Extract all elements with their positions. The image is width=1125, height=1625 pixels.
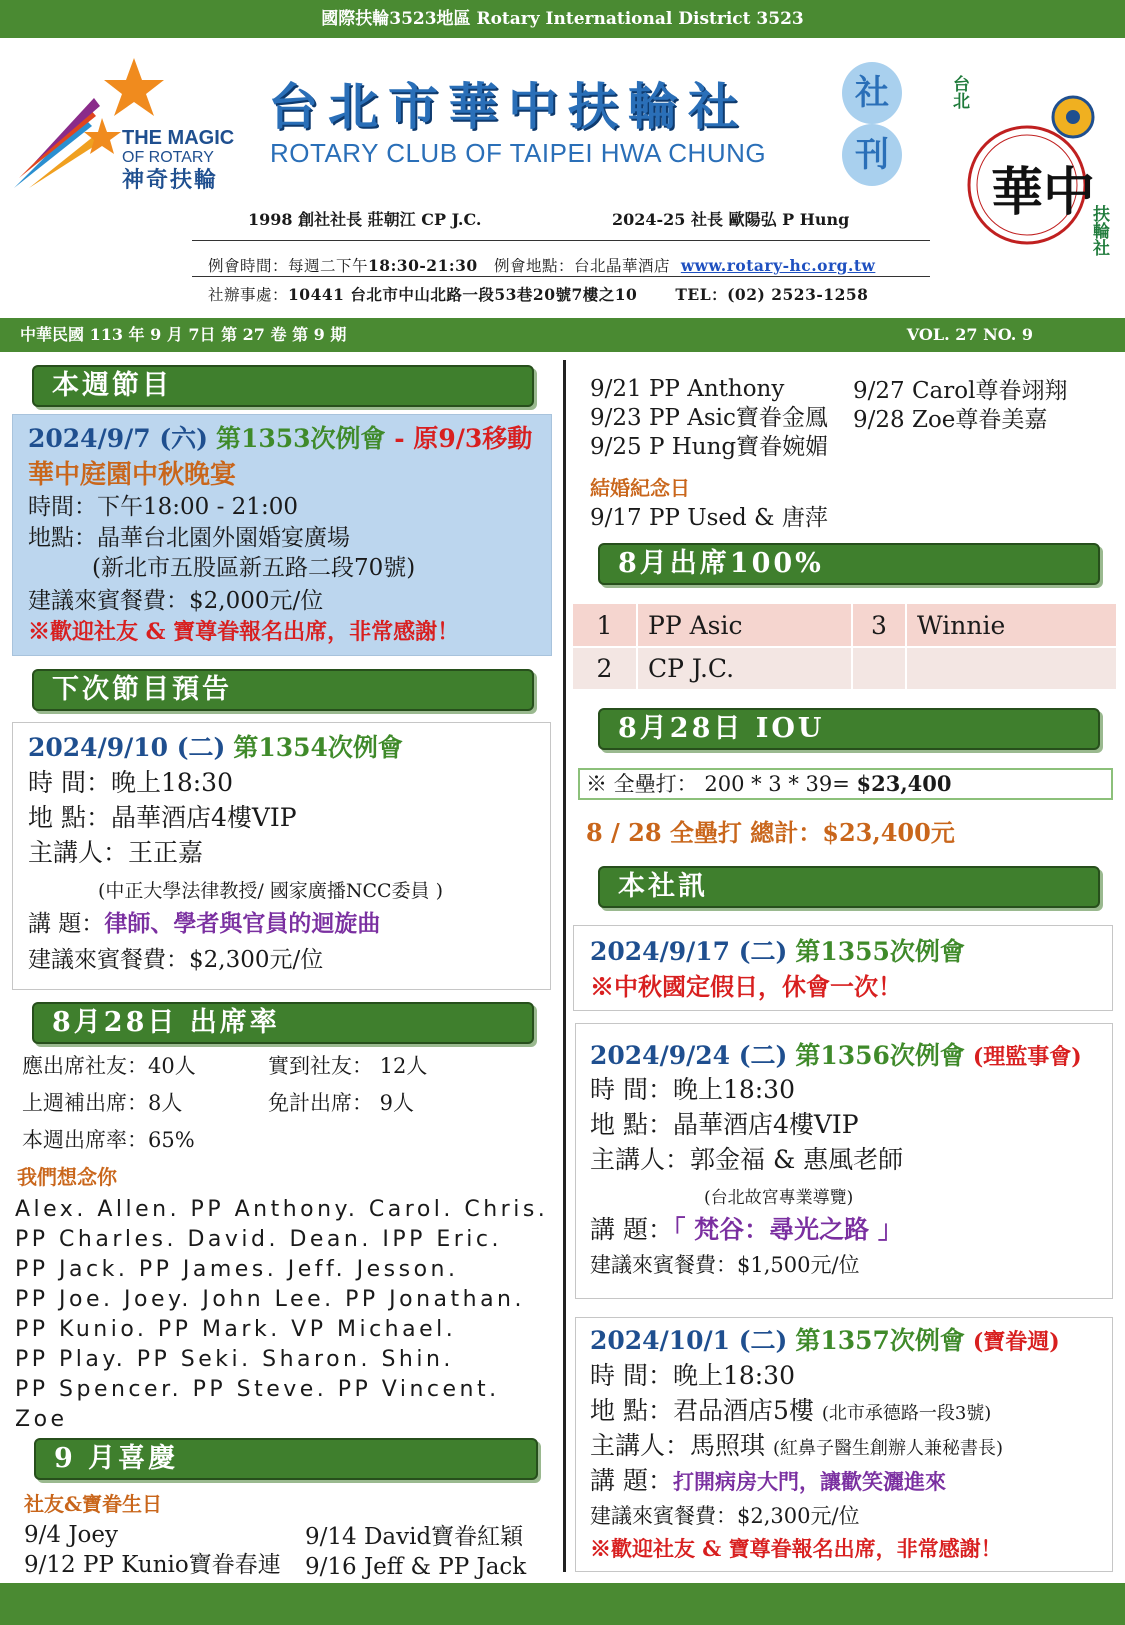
- club-name-en: ROTARY CLUB OF TAIPEI HWA CHUNG: [270, 138, 767, 168]
- birthday-item: 9/14 David寶眷紅穎: [305, 1524, 524, 1550]
- birthday-item: 9/16 Jeff & PP Jack: [305, 1554, 527, 1580]
- magic-logo-line1: THE MAGIC: [122, 127, 235, 149]
- news-item-3-place: 地 點：君品酒店5樓 (北市承德路一段3號): [590, 1396, 992, 1425]
- issue-date: 中華民國 113 年 9 月 7日 第 27 卷 第 9 期: [20, 325, 347, 344]
- list-item: PP Joe. Joey. John Lee. PP Jonathan.: [15, 1287, 525, 1312]
- list-item: Zoe: [15, 1407, 68, 1432]
- news-item-2-title: 2024/9/24 (二) 第1356次例會 (理監事會): [590, 1041, 1082, 1070]
- table-cell: PP Asic: [637, 604, 852, 647]
- this-week-welcome: ※歡迎社友 & 寶尊眷報名出席，非常感謝！: [28, 619, 460, 645]
- district-bar: 國際扶輪3523地區 Rotary International District 3523: [0, 0, 1125, 38]
- founder-line: 1998 創社社長 莊朝江 CP J.C.: [248, 210, 482, 229]
- iou-heading: 8月28日 IOU: [598, 708, 1100, 750]
- next-week-heading: 下次節目預告: [32, 669, 534, 711]
- news-item-3-fee: 建議來賓餐費：$2,300元/位: [590, 1504, 860, 1528]
- news-item-1-notice: ※中秋國定假日，休會一次！: [590, 972, 902, 1001]
- this-week-place: 地點：晶華台北園外園婚宴廣場: [28, 525, 350, 551]
- news-item-2-speaker-title: (台北故宮專業導覽): [704, 1188, 854, 1208]
- this-week-event: 華中庭園中秋晚宴: [28, 460, 237, 490]
- attendance-exempt: 免計出席： 9人: [268, 1091, 415, 1115]
- club-name-zh: 台北市華中扶輪社: [268, 77, 748, 136]
- full-attendance-heading: 8月出席100%: [598, 543, 1100, 585]
- list-item: PP Kunio. PP Mark. VP Michael.: [15, 1317, 457, 1342]
- news-item-3-time: 時 間：晚上18:30: [590, 1361, 795, 1390]
- news-item-3-topic: 講 題：打開病房大門，讓歡笑灑進來: [590, 1466, 946, 1495]
- table-cell: 2: [573, 647, 637, 690]
- attendance-makeup: 上週補出席：8人: [22, 1091, 183, 1115]
- miss-you-heading: 我們想念你: [17, 1165, 117, 1189]
- table-row: [573, 647, 1117, 690]
- hwa-logo-top-text: 台北: [949, 75, 969, 109]
- birthday-item: 9/25 P Hung寶眷婉媚: [590, 434, 829, 460]
- this-week-title: 2024/9/7 (六) 第1353次例會 - 原9/3移動: [28, 424, 533, 453]
- this-week-fee: 建議來賓餐費：$2,000元/位: [28, 588, 324, 614]
- magic-logo-line3: 神奇扶輪: [122, 168, 219, 193]
- full-attendance-table: [573, 604, 1118, 691]
- attendance-should: 應出席社友：40人: [22, 1054, 196, 1078]
- anniversary-item: 9/17 PP Used & 唐萍: [590, 505, 828, 531]
- publication-badge-2: 刊: [842, 124, 902, 186]
- news-item-3-title: 2024/10/1 (二) 第1357次例會 (寶眷週): [590, 1326, 1060, 1355]
- next-week-fee: 建議來賓餐費：$2,300元/位: [28, 947, 324, 973]
- missed-members-list: [15, 1195, 560, 1435]
- news-item-2-fee: 建議來賓餐費：$1,500元/位: [590, 1253, 860, 1277]
- list-item: PP Charles. David. Dean. IPP Eric.: [15, 1227, 503, 1252]
- birthday-heading: 社友&寶眷生日: [24, 1492, 163, 1516]
- this-week-time: 時間：下午18:00 - 21:00: [28, 494, 298, 520]
- attendance-heading: 8月28日 出席率: [32, 1002, 534, 1044]
- birthday-item: 9/23 PP Asic寶眷金鳳: [590, 405, 828, 431]
- column-divider: [563, 360, 566, 1572]
- next-week-title: 2024/9/10 (二) 第1354次例會: [28, 733, 403, 762]
- birthday-item: 9/28 Zoe尊眷美嘉: [853, 407, 1048, 433]
- september-heading: 9 月喜慶: [34, 1438, 538, 1480]
- table-cell: 1: [573, 604, 637, 647]
- news-item-2-place: 地 點：晶華酒店4樓VIP: [590, 1110, 859, 1139]
- iou-line: ※ 全壘打： 200 * 3 * 39= $23,400: [578, 768, 1113, 800]
- birthday-item: 9/12 PP Kunio寶眷春連: [24, 1552, 281, 1578]
- attendance-rate: 本週出席率：65%: [22, 1128, 195, 1152]
- hwa-chung-logo: [949, 55, 1115, 290]
- list-item: PP Spencer. PP Steve. PP Vincent.: [15, 1377, 500, 1402]
- website-link[interactable]: www.rotary-hc.org.tw: [680, 256, 876, 275]
- president-line: 2024-25 社長 歐陽弘 P Hung: [612, 210, 850, 229]
- attendance-actual: 實到社友： 12人: [268, 1054, 428, 1078]
- news-heading: 本社訊: [598, 866, 1100, 908]
- news-item-3-welcome: ※歡迎社友 & 寶尊眷報名出席，非常感謝！: [590, 1536, 1002, 1561]
- next-week-speaker: 主講人：王正嘉: [28, 838, 204, 867]
- this-week-heading: 本週節目: [32, 365, 534, 407]
- magic-logo-line2: OF ROTARY: [122, 149, 214, 166]
- news-item-3-speaker: 主講人：馬照琪 (紅鼻子醫生創辦人兼秘書長): [590, 1431, 1004, 1460]
- table-cell: [852, 647, 906, 690]
- publication-badge-1: 社: [842, 62, 902, 124]
- birthday-item: 9/27 Carol尊眷翊翔: [853, 378, 1068, 404]
- list-item: PP Jack. PP James. Jeff. Jesson.: [15, 1257, 459, 1282]
- table-cell: 3: [852, 604, 906, 647]
- issue-bar: [0, 318, 1125, 352]
- birthday-item: 9/4 Joey: [24, 1522, 118, 1548]
- news-item-2-time: 時 間：晚上18:30: [590, 1075, 795, 1104]
- table-cell: Winnie: [906, 604, 1117, 647]
- footer-bar: [0, 1583, 1125, 1625]
- news-item-1-title: 2024/9/17 (二) 第1355次例會: [590, 937, 965, 966]
- office-info: 社辦事處：10441 台北市中山北路一段53巷20號7樓之10 TEL：(02) 2523-1258: [208, 285, 869, 304]
- next-week-topic: 講 題：律師、學者與官員的迴旋曲: [28, 910, 381, 937]
- hwa-logo-side-text: 扶輪社: [1089, 205, 1109, 256]
- anniversary-heading: 結婚紀念日: [590, 476, 690, 500]
- divider: [192, 276, 930, 277]
- table-cell: CP J.C.: [637, 647, 852, 690]
- list-item: Alex. Allen. PP Anthony. Carol. Chris.: [15, 1197, 549, 1222]
- next-week-time: 時 間：晚上18:30: [28, 768, 233, 797]
- next-week-place: 地 點：晶華酒店4樓VIP: [28, 803, 297, 832]
- list-item: PP Play. PP Seki. Sharon. Shin.: [15, 1347, 454, 1372]
- news-item-2-topic: 講 題：「 梵谷：尋光之路 」: [590, 1215, 903, 1244]
- table-cell: [906, 647, 1117, 690]
- meeting-info: 例會時間：每週二下午18:30-21:30 例會地點：台北晶華酒店 www.rotary-hc.org.tw: [208, 256, 876, 275]
- birthday-item: 9/21 PP Anthony: [590, 376, 785, 402]
- this-week-address: (新北市五股區新五路二段70號): [92, 555, 416, 581]
- hwa-logo-main: 華中: [991, 162, 1096, 223]
- issue-volume: VOL. 27 NO. 9: [906, 325, 1033, 344]
- table-row: [573, 604, 1117, 647]
- divider: [192, 240, 930, 241]
- news-item-2-speaker: 主講人：郭金福 & 惠風老師: [590, 1145, 904, 1174]
- next-week-speaker-title: (中正大學法律教授/ 國家廣播NCC委員 ): [98, 880, 444, 902]
- iou-total: 8 / 28 全壘打 總計：$23,400元: [586, 818, 955, 847]
